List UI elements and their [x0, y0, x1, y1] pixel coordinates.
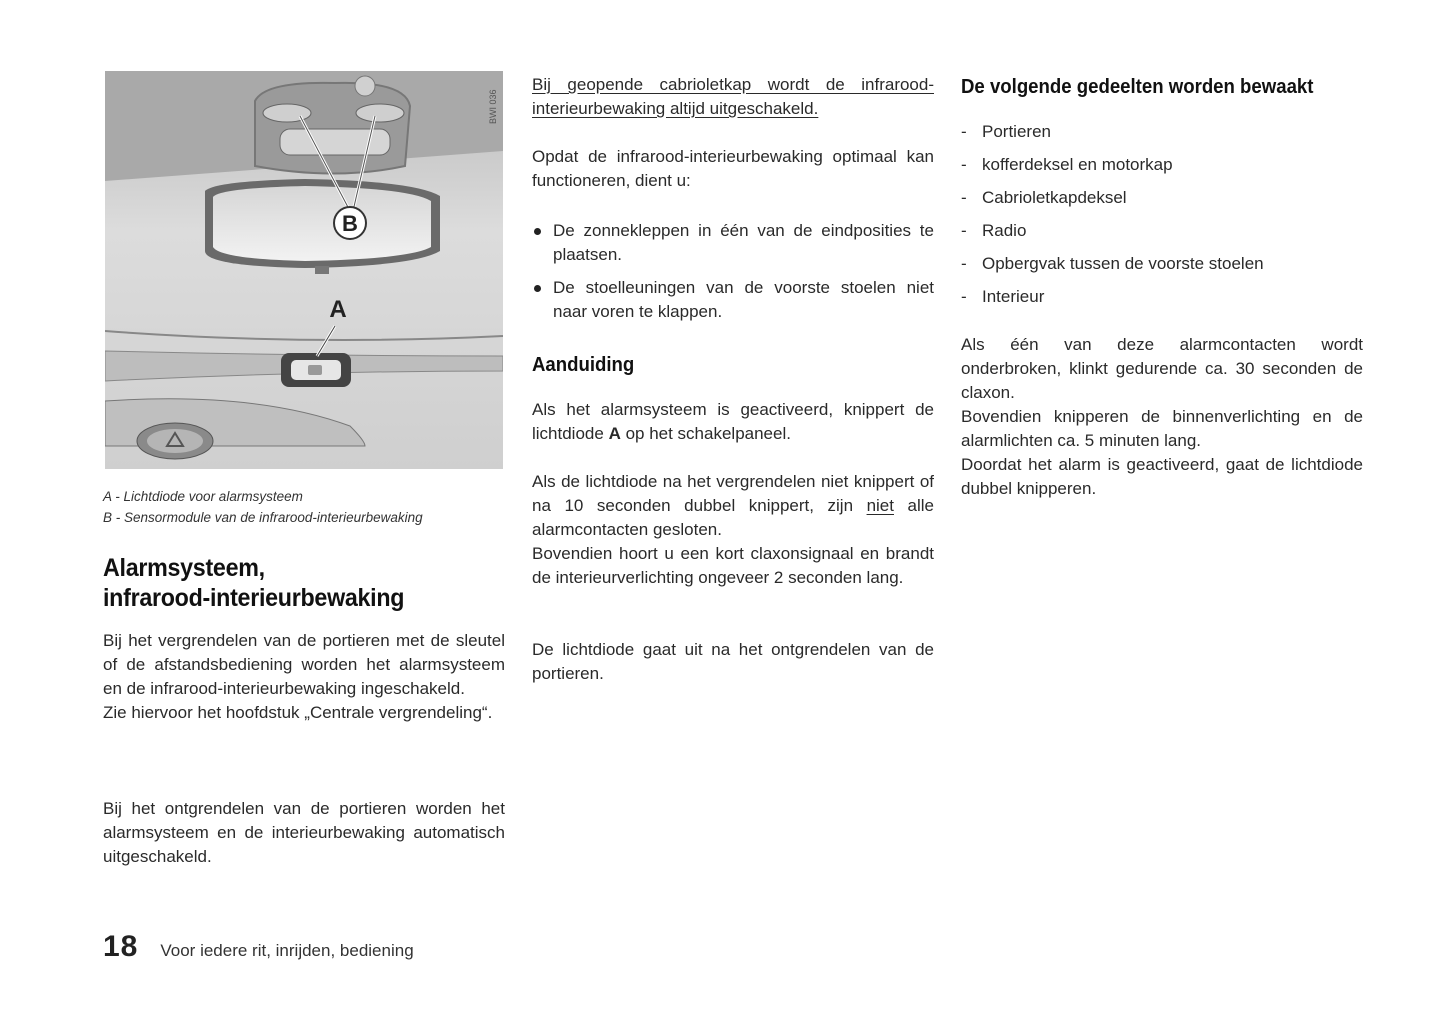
list-item: - kofferdeksel en motorkap: [961, 155, 1173, 174]
list-item: - Radio: [961, 221, 1027, 240]
caption-line-a: A - Lichtdiode voor alarmsysteem: [103, 489, 303, 504]
list-item: - Portieren: [961, 122, 1051, 141]
led-off-paragraph: De lichtdiode gaat uit na het ontgrendelen van de portieren.: [532, 640, 934, 683]
list-item: - Interieur: [961, 287, 1045, 306]
caption-line-b: B - Sensormodule van de infrarood-interieurbewaking: [103, 510, 423, 525]
list-item: - Cabrioletkapdeksel: [961, 188, 1127, 207]
figure-code: BWI 036: [488, 89, 498, 124]
list-item: De zonnekleppen in één van de eindposities te plaatsen.: [532, 219, 934, 267]
figure-label-b: B: [342, 211, 358, 236]
requirements-intro: Opdat de infrarood-interieurbewaking optimaal kan functioneren, dient u:: [532, 147, 934, 190]
heading-aanduiding: Aanduiding: [532, 354, 635, 376]
figure-caption: [103, 486, 505, 528]
warning-paragraph: Bij geopende cabrioletkap wordt de infrarood-interieurbewaking altijd uitgeschakeld.: [532, 75, 934, 118]
page-number: 18: [103, 930, 139, 963]
figure-label-a: A: [329, 296, 347, 323]
led-fault-paragraph: Als de lichtdiode na het vergrendelen niet knippert of na 10 seconden dubbel knippert, zijn niet alle alarmcontacten gesloten. Bovendien hoort u een kort claxonsignaal en brandt de interieurverlichting ongeveer 2 seconden lang.: [532, 472, 934, 587]
section-title: Alarmsysteem, infrarood-interieurbewaking: [103, 554, 405, 612]
unlock-paragraph: Bij het ontgrendelen van de portieren worden het alarmsysteem en de interieurbewaking automatisch uitgeschakeld.: [103, 799, 505, 866]
car-interior-illustration: [105, 71, 503, 469]
intro-paragraph: Bij het vergrendelen van de portieren met de sleutel of de afstandsbediening worden het alarmsysteem en de infrarood-interieurbewaking ingeschakeld. Zie hiervoor het hoofdstuk „Centrale vergrendeling“.: [103, 631, 505, 722]
list-item: De stoelleuningen van de voorste stoelen niet naar voren te klappen.: [532, 276, 934, 324]
list-item: - Opbergvak tussen de voorste stoelen: [961, 254, 1264, 273]
page-footer: [103, 930, 414, 970]
led-paragraph: Als het alarmsysteem is geactiveerd, knippert de lichtdiode A op het schakelpaneel.: [532, 400, 934, 443]
alarm-paragraph: Als één van deze alarmcontacten wordt onderbroken, klinkt gedurende ca. 30 seconden de claxon. Bovendien knipperen de binnenverlichting en de alarmlichten ca. 5 minuten lang. Doordat het alarm is geactiveerd, gaat de lichtdiode dubbel knipperen.: [961, 335, 1363, 498]
heading-monitored-parts: De volgende gedeelten worden bewaakt: [961, 76, 1314, 98]
chapter-title: Voor iedere rit, inrijden, bediening: [160, 941, 414, 960]
monitored-parts-list: [961, 120, 1363, 318]
requirements-list: [532, 219, 934, 333]
